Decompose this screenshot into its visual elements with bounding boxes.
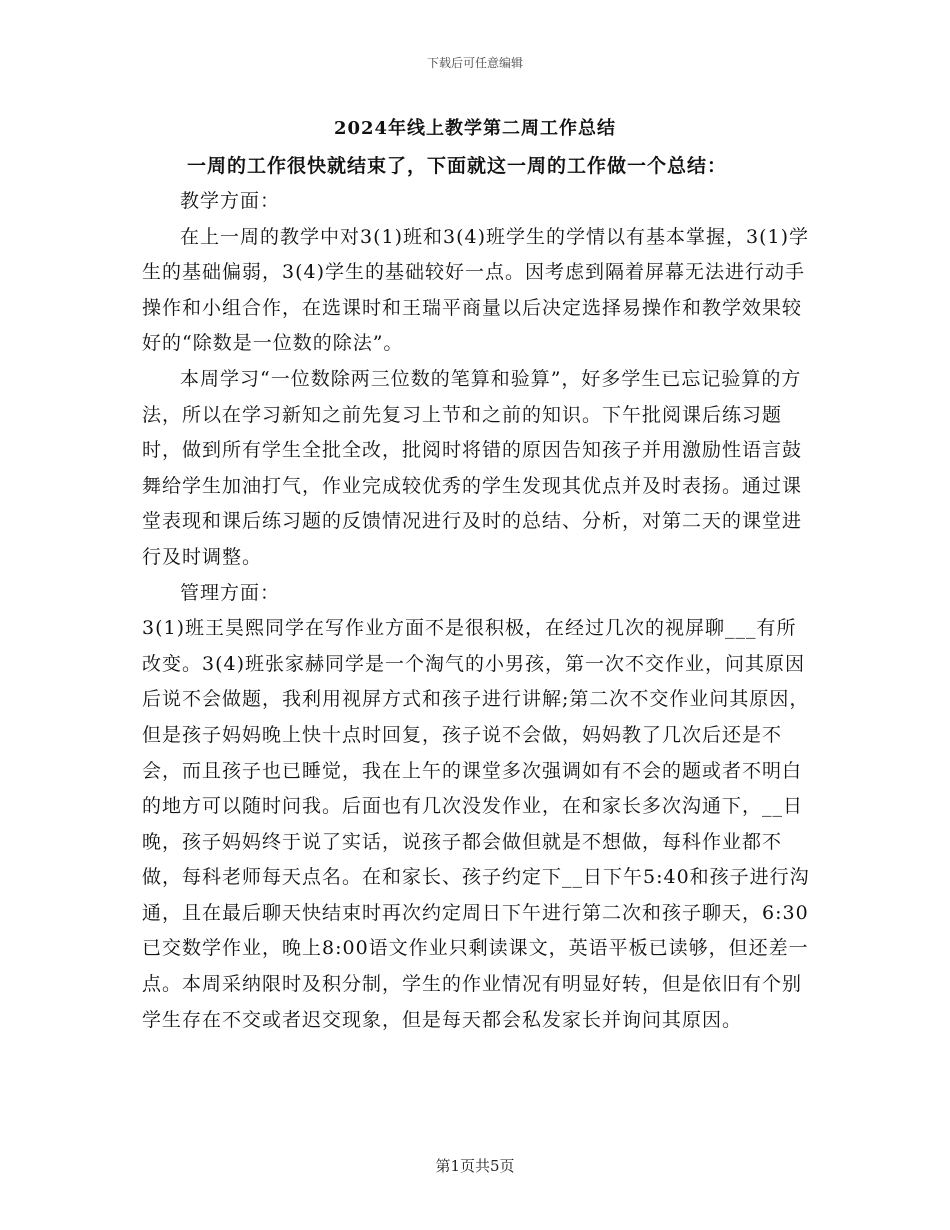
section-heading-teaching: 教学方面：	[180, 190, 281, 212]
lead-sentence: 一周的工作很快就结束了，下面就这一周的工作做一个总结：	[187, 155, 728, 177]
management-paragraph-1: 3(1)班王昊熙同学在写作业方面不是很积极，在经过几次的视屏聊___有所改变。3(4)班张家赫同学是一个淘气的小男孩，第一次不交作业，问其原因后说不会做题，我利用视屏方式和孩子进行讲解;第二次不交作业问其原因，但是孩子妈妈晚上快十点时回复，孩子说不会做，妈妈教了几次后还是不会，而且孩子也已睡觉，我在上午的课堂多次强调如有不会的题或者不明白的地方可以随时问我。后面也有几次没发作业，在和家长多次沟通下，__日晚，孩子妈妈终于说了实话，说孩子都会做但就是不想做，每科作业都不做，每科老师每天点名。在和家长、孩子约定下__日下午5:40和孩子进行沟通，且在最后聊天快结束时再次约定周日下午进行第二次和孩子聊天，6:30已交数学作业，晚上8:00语文作业只剩读课文，英语平板已读够，但还差一点。本周采纳限时及积分制，学生的作业情况有明显好转，但是依旧有个别学生存在不交或者迟交现象，但是每天都会私发家长并询问其原因。	[142, 617, 810, 1031]
body-text	[142, 184, 812, 1038]
document-title: 2024年线上教学第二周工作总结	[333, 118, 617, 139]
header-note: 下载后可任意编辑	[426, 56, 523, 70]
page-footer: 第1页共5页	[435, 1157, 515, 1175]
teaching-paragraph-1: 在上一周的教学中对3(1)班和3(4)班学生的学情以有基本掌握，3(1)学生的基础偏弱，3(4)学生的基础较好一点。因考虑到隔着屏幕无法进行动手操作和小组合作，在选课时和王瑞平商量以后决定选择易操作和教学效果较好的“除数是一位数的除法”。	[142, 225, 810, 355]
section-heading-management: 管理方面：	[180, 581, 281, 604]
teaching-paragraph-2: 本周学习“一位数除两三位数的笔算和验算”，好多学生已忘记验算的方法，所以在学习新知之前先复习上节和之前的知识。下午批阅课后练习题时，做到所有学生全批全改，批阅时将错的原因告知孩子并用激励性语言鼓舞给学生加油打气，作业完成较优秀的学生发现其优点并及时表扬。通过课堂表现和课后练习题的反馈情况进行及时的总结、分析，对第二天的课堂进行及时调整。	[142, 367, 803, 568]
